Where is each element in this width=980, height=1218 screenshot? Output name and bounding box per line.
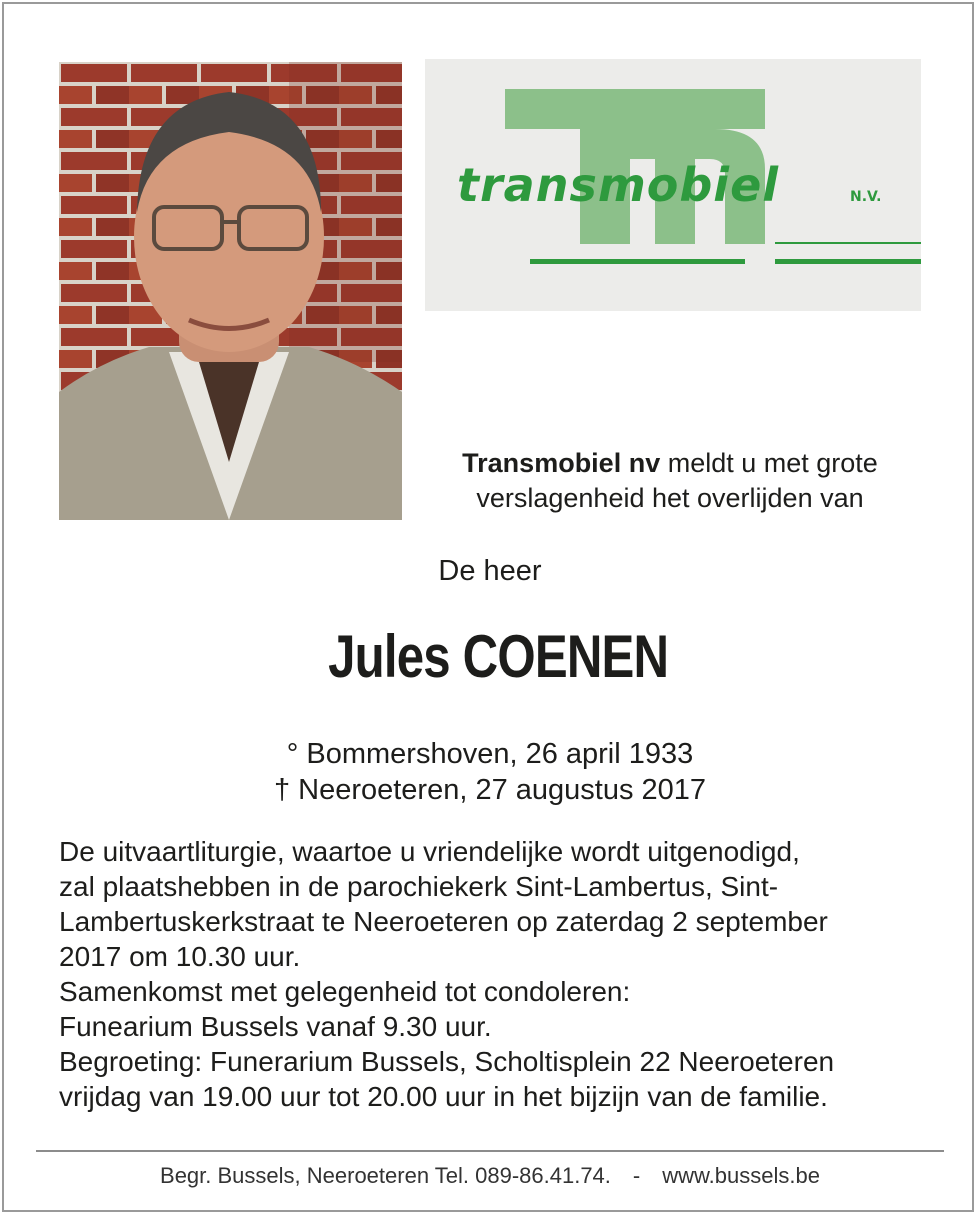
- website-link[interactable]: www.bussels.be: [662, 1163, 820, 1188]
- detail-line: zal plaatshebben in de parochiekerk Sint-Lambertus, Sint-: [59, 871, 779, 902]
- svg-text:transmobiel: transmobiel: [457, 158, 780, 212]
- detail-line: Samenkomst met gelegenheid tot condoleren:: [59, 976, 631, 1007]
- detail-line: Begroeting: Funerarium Bussels, Scholtisplein 22 Neeroeteren: [59, 1046, 835, 1077]
- undertaker-contact: Begr. Bussels, Neeroeteren Tel. 089-86.41.74.: [160, 1163, 611, 1188]
- deceased-name: Jules COENEN: [328, 623, 669, 690]
- portrait-photo: [59, 62, 402, 520]
- announcement-line-1-rest: meldt u met grote: [660, 448, 878, 478]
- detail-line: Lambertuskerkstraat te Neeroeteren op zaterdag 2 september: [59, 906, 828, 937]
- transmobiel-logo: [425, 59, 921, 311]
- birth-date: ° Bommershoven, 26 april 1933: [286, 738, 694, 770]
- detail-line: De uitvaartliturgie, waartoe u vriendelijke wordt uitgenodigd,: [59, 836, 800, 867]
- footer-divider: [36, 1150, 944, 1152]
- announcement: [410, 446, 930, 516]
- salutation: De heer: [438, 555, 542, 587]
- footer: [0, 1163, 980, 1189]
- footer-separator: -: [632, 1163, 641, 1188]
- svg-text:N.V.: N.V.: [850, 189, 882, 205]
- detail-line: vrijdag van 19.00 uur tot 20.00 uur in het bijzijn van de familie.: [59, 1081, 828, 1112]
- announcement-line-2: verslagenheid het overlijden van: [476, 483, 864, 513]
- death-date: † Neeroeteren, 27 augustus 2017: [273, 774, 707, 806]
- company-name: Transmobiel nv: [462, 448, 661, 478]
- detail-line: Funearium Bussels vanaf 9.30 uur.: [59, 1011, 492, 1042]
- funeral-details: [59, 834, 949, 1114]
- detail-line: 2017 om 10.30 uur.: [59, 941, 301, 972]
- life-dates: [0, 736, 980, 808]
- announcement-line-1: [410, 446, 930, 481]
